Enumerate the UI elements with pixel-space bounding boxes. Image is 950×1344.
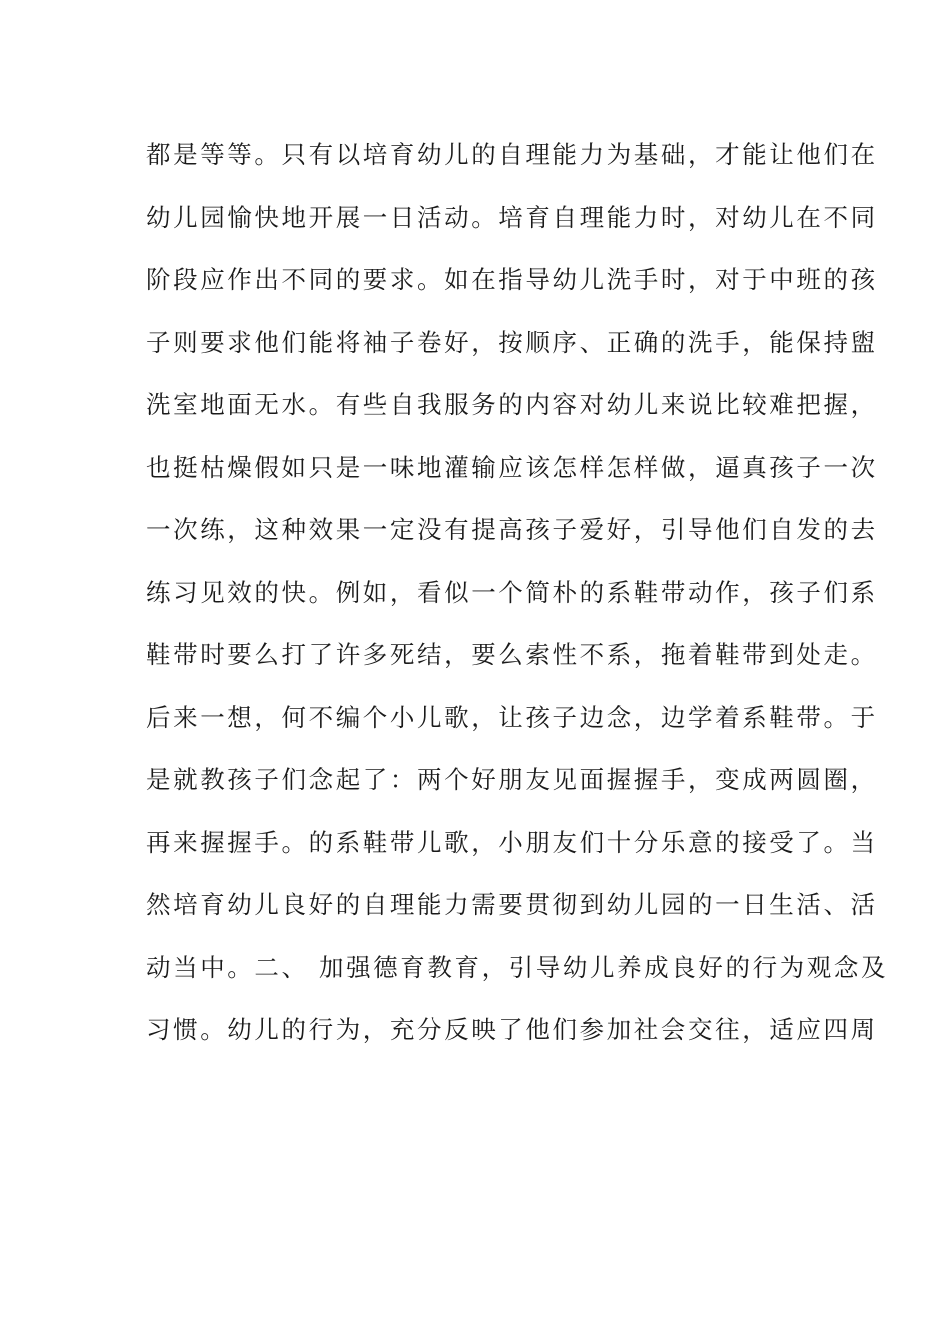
text-line-1: 都是等等。只有以培育幼儿的自理能力为基础，才能让他们在	[146, 140, 878, 169]
text-line-4: 子则要求他们能将袖子卷好，按顺序、正确的洗手，能保持盥	[146, 327, 878, 357]
text-line-14: 动当中。二、 加强德育教育，引导幼儿养成良好的行为观念及	[146, 952, 889, 982]
body-text	[146, 131, 889, 1069]
text-line-11: 是就教孩子们念起了：两个好朋友见面握握手，变成两圆圈，	[146, 765, 878, 794]
text-line-10: 后来一想，何不编个小儿歌，让孩子边念，边学着系鞋带。于	[146, 702, 878, 732]
text-line-7: 一次练，这种效果一定没有提高孩子爱好，引导他们自发的去	[146, 515, 878, 544]
text-line-12: 再来握握手。的系鞋带儿歌，小朋友们十分乐意的接受了。当	[146, 827, 878, 857]
text-line-8: 练习见效的快。例如，看似一个简朴的系鞋带动作，孩子们系	[146, 577, 878, 607]
text-line-3: 阶段应作出不同的要求。如在指导幼儿洗手时，对于中班的孩	[146, 265, 878, 294]
text-line-9: 鞋带时要么打了许多死结，要么索性不系，拖着鞋带到处走。	[146, 640, 878, 669]
text-line-6: 也挺枯燥假如只是一味地灌输应该怎样怎样做，逼真孩子一次	[146, 452, 878, 482]
text-line-13: 然培育幼儿良好的自理能力需要贯彻到幼儿园的一日生活、活	[146, 890, 878, 919]
text-line-5: 洗室地面无水。有些自我服务的内容对幼儿来说比较难把握，	[146, 390, 878, 419]
text-line-2: 幼儿园愉快地开展一日活动。培育自理能力时，对幼儿在不同	[146, 202, 878, 232]
text-line-15: 习惯。幼儿的行为，充分反映了他们参加社会交往，适应四周	[146, 1015, 878, 1044]
